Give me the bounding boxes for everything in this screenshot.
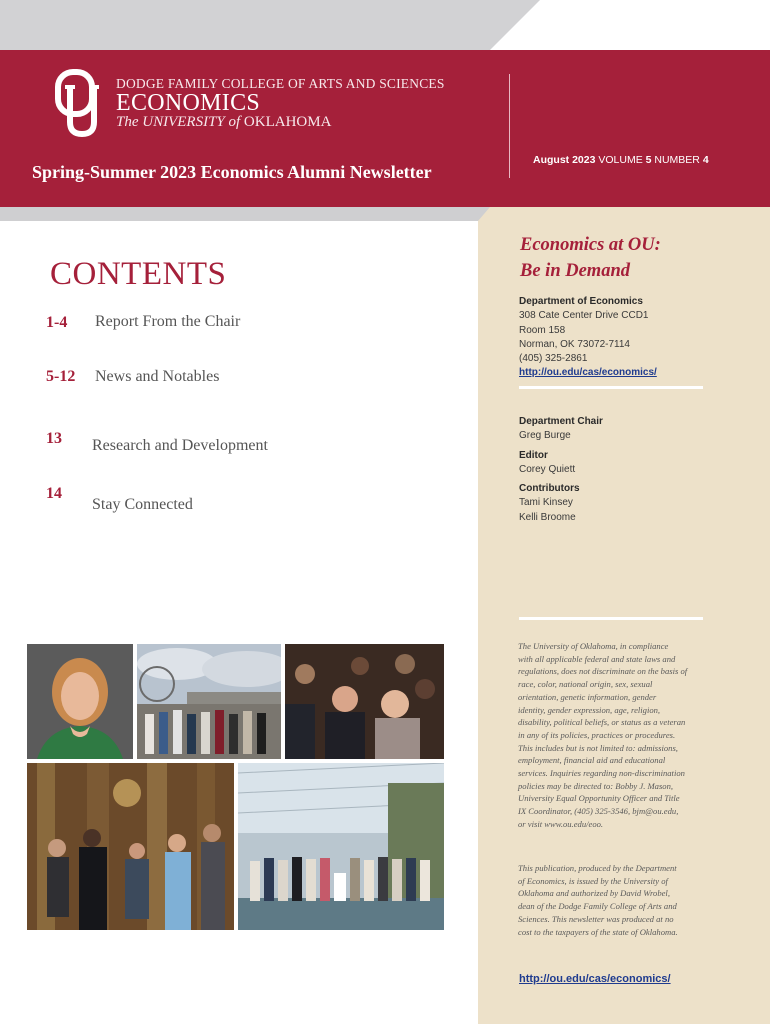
issue-info: August 2023 VOLUME 5 NUMBER 4 — [533, 154, 709, 166]
toc-pages-3: 13 — [46, 430, 62, 447]
college-name: DODGE FAMILY COLLEGE OF ARTS AND SCIENCES — [116, 76, 445, 91]
group-photo — [238, 763, 444, 930]
sidebar-heading: Economics at OU: Be in Demand — [520, 235, 661, 281]
toc-label-2[interactable]: News and Notables — [95, 368, 220, 385]
contents-title: CONTENTS — [50, 256, 227, 292]
toc-pages-2: 5-12 — [46, 368, 76, 385]
sidebar-divider-2 — [519, 617, 703, 620]
newsletter-title: Spring-Summer 2023 Economics Alumni Newsletter — [32, 162, 432, 182]
university-name: The UNIVERSITY of OKLAHOMA — [116, 114, 332, 130]
toc-pages-1: 1-4 — [46, 314, 68, 331]
department-contact: Department of Economics 308 Cate Center Drive CCD1 Room 158 Norman, OK 73072-7114 (405) 325-2861 http://ou.edu/cas/economics/ — [519, 296, 657, 379]
sidebar-divider — [519, 386, 703, 389]
department-url-link[interactable]: http://ou.edu/cas/economics/ — [519, 367, 657, 379]
portrait-photo — [27, 644, 133, 759]
footer-link-wrap — [519, 972, 671, 986]
header-divider — [509, 74, 510, 178]
toc-pages-4: 14 — [46, 485, 62, 502]
ou-logo — [52, 68, 108, 138]
footer-url-link[interactable]: http://ou.edu/cas/economics/ — [519, 973, 671, 985]
toc-label-1[interactable]: Report From the Chair — [95, 313, 241, 330]
audience-photo — [285, 644, 444, 759]
staff-credits: Department Chair Greg Burge Editor Corey Quiett Contributors Tami Kinsey Kelli Broome — [519, 416, 603, 523]
toc-label-4[interactable]: Stay Connected — [92, 496, 193, 513]
nondiscrimination-statement: The University of Oklahoma, in compliance with all applicable federal and state laws and regulations, does not discriminate on the basis of race, color, national origin, sex, sexual orientation, genetic information, gender identity, gender expression, age, religion, disability, political beliefs, or status as a veteran in any of its policies, practices or procedures. This includes but is not limited to: admissions, employment, financial aid and educational services. Inquiries regarding non-discrimination policies may be directed to: Bobby J. Mason, University Equal Opportunity Officer and Title IX Coordinator, (405) 325-3546, bjm@ou.edu, or visit www.ou.edu/eoo. — [518, 641, 688, 829]
publication-statement: This publication, produced by the Department of Economics, is issued by the University of Oklahoma and authorized by David Wrobel, dean of the Dodge Family College of Arts and Sciences. This newsletter was produced at no cost to the taxpayers of the state of Oklahoma. — [518, 863, 678, 937]
students-london-photo — [137, 644, 281, 759]
cathedral-tour-photo — [27, 763, 234, 930]
toc-label-3[interactable]: Research and Development — [92, 437, 268, 454]
department-name: ECONOMICS — [116, 90, 261, 116]
sidebar-top — [478, 207, 770, 221]
